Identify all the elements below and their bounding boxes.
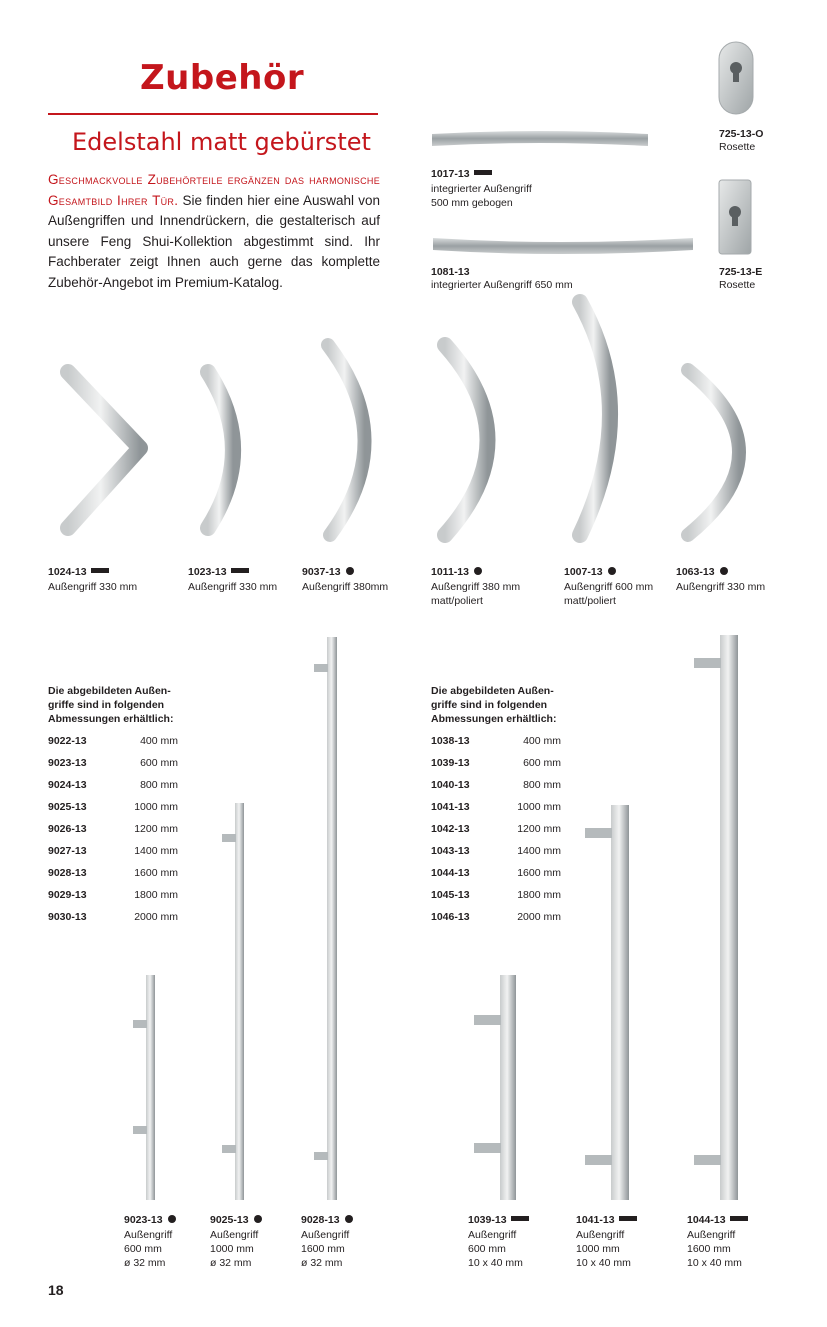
- rosette-725-13-E-image: [719, 180, 751, 254]
- square-marker-icon: [231, 568, 249, 573]
- square-marker-icon: [730, 1216, 748, 1221]
- handle-1007-image: [580, 302, 610, 535]
- caption-9037: 9037-13 Außengriff 380mm: [302, 566, 389, 593]
- dot-marker-icon: [474, 567, 482, 575]
- caption-1041: 1041-13 Außengriff 1000 mm 10 x 40 mm: [576, 1210, 637, 1270]
- caption-725-13-O: 725-13-O Rosette: [719, 128, 764, 153]
- dot-marker-icon: [254, 1215, 262, 1223]
- handle-1044-image: [694, 635, 738, 1200]
- square-marker-icon: [619, 1216, 637, 1221]
- caption-9023: 9023-13 Außengriff 600 mm ø 32 mm: [124, 1210, 176, 1270]
- caption-1063: 1063-13 Außengriff 330 mm: [676, 566, 766, 593]
- section-subtitle: Edelstahl matt gebürstet: [72, 128, 371, 156]
- square-marker-icon: [511, 1216, 529, 1221]
- caption-1081: 1081-13 integrierter Außengriff 650 mm: [431, 266, 573, 291]
- caption-1011: 1011-13 Außengriff 380 mm matt/poliert: [431, 566, 521, 607]
- page-title: Zubehör: [140, 58, 305, 98]
- dot-marker-icon: [608, 567, 616, 575]
- size-table-flat: 1038-13 400 mm 1039-13 600 mm 1040-13 800 mm 1041-13 1000 mm 1042-13 1200 mm 1043-13 1400 mm 1044-13 1600 mm 1045-13 1800 mm 1046-13 2000 mm: [431, 735, 561, 923]
- rosette-725-13-O-image: [719, 42, 753, 114]
- handle-1011-image: [445, 345, 488, 535]
- caption-1007: 1007-13 Außengriff 600 mm matt/poliert: [564, 566, 654, 607]
- handle-1041-image: [585, 805, 629, 1200]
- handle-1039-image: [474, 975, 516, 1200]
- size-table-round: 9022-13 400 mm 9023-13 600 mm 9024-13 800 mm 9025-13 1000 mm 9026-13 1200 mm 9027-13 1400 mm 9028-13 1600 mm 9029-13 1800 mm 9030-13 2000 mm: [48, 735, 178, 923]
- caption-9028: 9028-13 Außengriff 1600 mm ø 32 mm: [301, 1210, 353, 1270]
- caption-1023: 1023-13 Außengriff 330 mm: [188, 566, 278, 593]
- square-marker-icon: [91, 568, 109, 573]
- square-marker-icon: [474, 170, 492, 175]
- handle-9025-image: [222, 803, 244, 1200]
- caption-1039: 1039-13 Außengriff 600 mm 10 x 40 mm: [468, 1210, 529, 1270]
- caption-1024: 1024-13 Außengriff 330 mm: [48, 566, 138, 593]
- intro-lead: Geschmackvolle Zubehörteile ergänzen das harmonische Gesamtbild Ihrer Tür.: [48, 172, 380, 208]
- dot-marker-icon: [346, 567, 354, 575]
- handle-1023-image: [208, 372, 233, 528]
- intro-body: Sie finden hier eine Auswahl von Außengriffen und Innendrückern, die gestalterisch auf unsere Feng Shui-Kollektion abgestimmt sind. Ihr Fachberater zeigt Ihnen auch gerne das komplette Zubehör-Angebot im Premium-Katalog.: [48, 192, 380, 290]
- handle-9023-image: [133, 975, 155, 1200]
- handle-1017-image: [432, 131, 648, 146]
- dot-marker-icon: [345, 1215, 353, 1223]
- handle-1024-image: [68, 372, 140, 528]
- handle-1081-image: [433, 238, 693, 254]
- table-heading-round: Die abgebildeten Außen- griffe sind in folgenden Abmessungen erhältlich:: [48, 685, 174, 725]
- page-number: 18: [48, 1282, 64, 1298]
- caption-9025: 9025-13 Außengriff 1000 mm ø 32 mm: [210, 1210, 262, 1270]
- handle-1063-image: [688, 370, 739, 535]
- table-heading-flat: Die abgebildeten Außen- griffe sind in folgenden Abmessungen erhältlich:: [431, 685, 557, 725]
- caption-725-13-E: 725-13-E Rosette: [719, 266, 763, 291]
- dot-marker-icon: [168, 1215, 176, 1223]
- handle-9028-image: [314, 637, 337, 1200]
- caption-1044: 1044-13 Außengriff 1600 mm 10 x 40 mm: [687, 1210, 748, 1270]
- caption-1017: 1017-13 integrierter Außengriff 500 mm gebogen: [431, 168, 532, 209]
- handle-9037-image: [328, 345, 365, 535]
- dot-marker-icon: [720, 567, 728, 575]
